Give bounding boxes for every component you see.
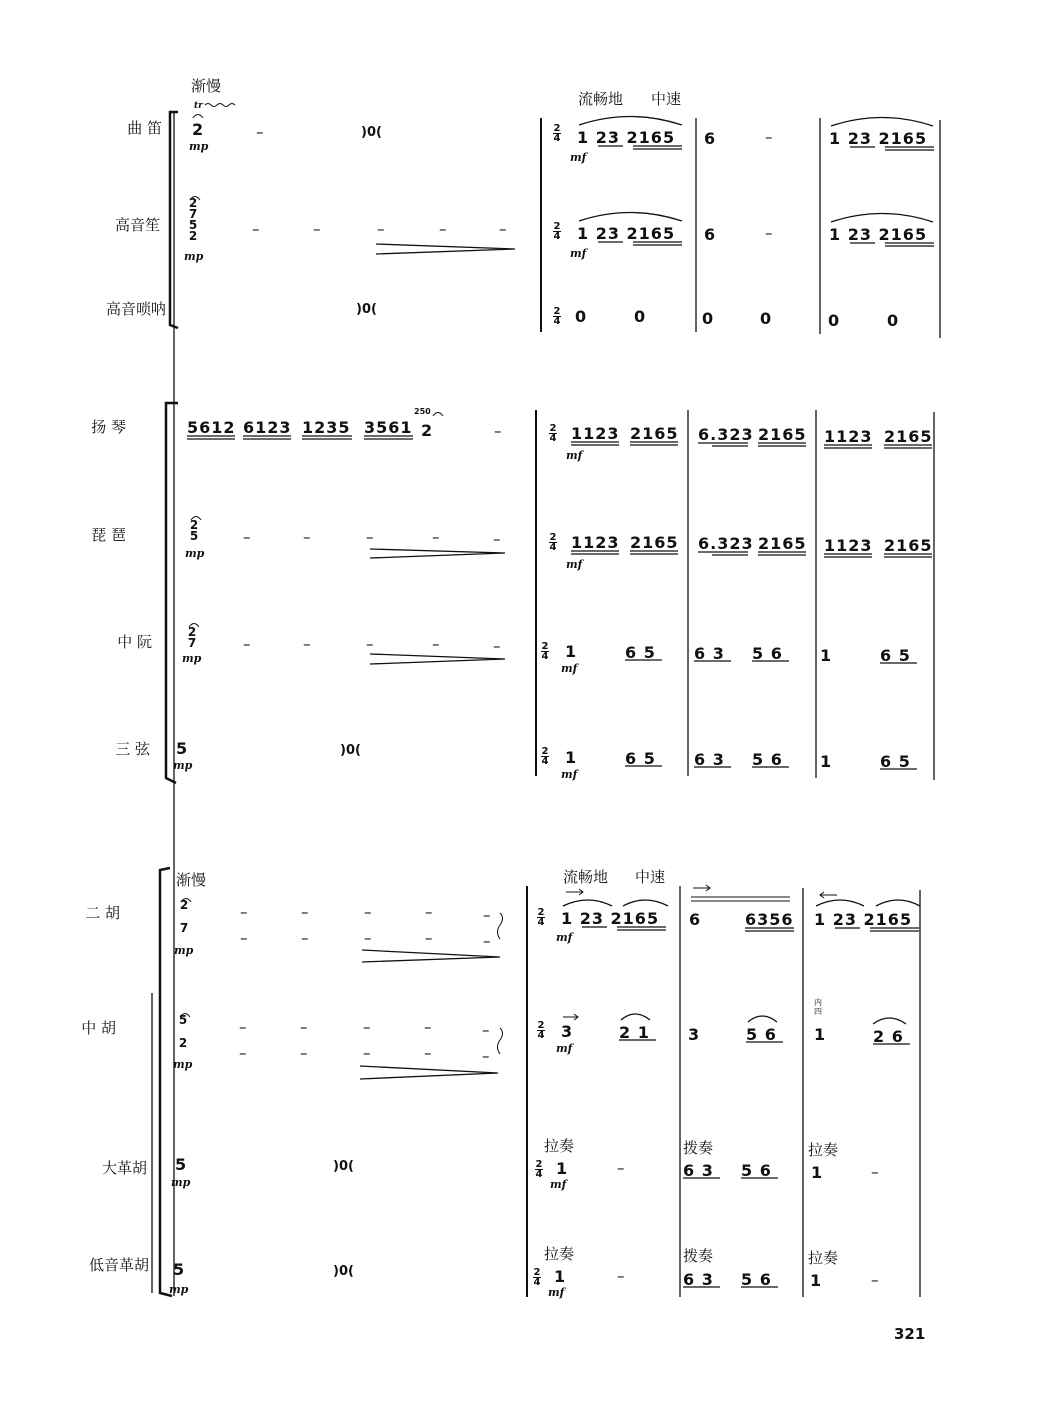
diyingehu-dyn-mp: mp: [169, 1283, 189, 1296]
sanxian-dyn-mf: mf: [561, 768, 578, 781]
pipa-timesig: 2 4: [549, 532, 557, 553]
instrument-dagehu: 大革胡: [101, 1159, 147, 1177]
erhu-bow-arrow-2: [693, 885, 710, 891]
sheng-dash-5: –: [499, 220, 507, 238]
zhonghu-dash-5: –: [482, 1021, 490, 1039]
sheng-hairpin: [376, 244, 515, 254]
erhu-dyn-mp: mp: [174, 944, 194, 957]
dagehu-m2-a: 6 3: [683, 1161, 714, 1180]
tempo-fluid-top: 流畅地: [578, 90, 624, 108]
erhu-m3-phrase: 1 23 2165: [814, 910, 913, 929]
zhongruan-timesig: 2 4: [541, 641, 549, 662]
sanxian-m3-a: 1: [820, 752, 833, 771]
erhu-dash-2: –: [301, 903, 309, 921]
zhonghu-m2-slur: [748, 1016, 777, 1022]
qudi-m1-phrase: 1 23 2165: [577, 128, 676, 147]
zhonghu-dash-4: –: [424, 1018, 432, 1036]
pipa-dyn-mf: mf: [566, 558, 583, 571]
instrument-diyingehu: 低音革胡: [88, 1256, 149, 1274]
dagehu-m1-dash: –: [617, 1159, 625, 1177]
erhu-dash-8: –: [364, 929, 372, 947]
erhu-bow-arrow-3: [820, 892, 837, 898]
trill-mark: tr: [194, 101, 203, 111]
zhonghu-m1-slur: [621, 1014, 650, 1020]
sanxian-m2-a: 6 3: [694, 750, 725, 769]
sanxian-m3-b: 6 5: [880, 752, 911, 771]
dagehu-dyn-mp: mp: [171, 1176, 191, 1189]
yangqin-intro-2: 6123: [243, 418, 292, 437]
erhu-hairpin: [362, 950, 500, 962]
zhonghu-dash-1: –: [239, 1018, 247, 1036]
zhonghu-hairpin: [360, 1066, 498, 1079]
erhu-m2-six: 6: [689, 910, 702, 929]
pipa-dash-3: –: [366, 528, 374, 546]
diyingehu-m1-dash: –: [617, 1267, 625, 1285]
instrument-zhonghu: 中 胡: [81, 1019, 116, 1037]
zhongruan-dyn-mf: mf: [561, 662, 578, 675]
suona-zero-6: 0: [887, 311, 900, 330]
zhonghu-m1-a: 3: [561, 1022, 574, 1041]
pipa-chord: 2 5: [189, 518, 199, 543]
sheng-m2-note: 6: [704, 225, 717, 244]
erhu-dash-10: –: [483, 932, 491, 950]
dagehu-rest-sign: )0(: [333, 1159, 354, 1174]
qudi-dash: –: [256, 123, 264, 141]
zhonghu-m2-b: 5 6: [746, 1025, 777, 1044]
tempo-moderato-bottom: 中速: [635, 868, 666, 886]
tempo-slowing-bottom: 渐慢: [176, 871, 207, 889]
zhonghu-timesig: 2 4: [537, 1020, 545, 1041]
zhongruan-m1-b: 6 5: [625, 643, 656, 662]
zhongruan-dash-3: –: [366, 635, 374, 653]
yangqin-intro-5: 2: [421, 421, 434, 440]
diyingehu-timesig: 2 4: [533, 1267, 541, 1288]
dagehu-arco-1: 拉奏: [544, 1137, 575, 1155]
zhonghu-dash-6: –: [239, 1044, 247, 1062]
erhu-m2-run: 6356: [745, 910, 794, 929]
zhongruan-m2-b: 5 6: [752, 644, 783, 663]
qudi-intro-note: 2: [192, 120, 205, 139]
sheng-timesig: 2 4: [553, 221, 561, 242]
erhu-dash-7: –: [301, 929, 309, 947]
dagehu-timesig: 2 4: [535, 1159, 543, 1180]
zhongruan-dash-5: –: [493, 637, 501, 655]
erhu-dash-6: –: [240, 929, 248, 947]
diyingehu-m3-a: 1: [810, 1271, 823, 1290]
qudi-m2-dash: –: [765, 128, 773, 146]
dagehu-m3-a: 1: [811, 1163, 824, 1182]
bowed-group-bracket: [160, 868, 172, 1296]
diyingehu-dyn-mf: mf: [548, 1286, 565, 1299]
yangqin-m2-a: 6.323: [698, 425, 754, 444]
zhonghu-dash-9: –: [424, 1044, 432, 1062]
tempo-slowing-top: 渐慢: [191, 77, 222, 95]
zhonghu-m2-a: 3: [688, 1025, 701, 1044]
instrument-erhu: 二 胡: [85, 904, 120, 922]
erhu-m3-slur-a: [816, 900, 864, 906]
instrument-zhongruan: 中 阮: [117, 633, 152, 651]
zhonghu-dash-10: –: [482, 1047, 490, 1065]
dagehu-pizz: 拨奏: [683, 1139, 714, 1157]
dagehu-m2-b: 5 6: [741, 1161, 772, 1180]
dagehu-intro-note: 5: [175, 1155, 188, 1174]
zhonghu-m3-b: 2 6: [873, 1027, 904, 1046]
zhongruan-dyn-mp: mp: [182, 652, 202, 665]
instrument-sheng: 高音笙: [114, 216, 160, 234]
yangqin-m2-b: 2165: [758, 425, 807, 444]
zhongruan-hairpin: [370, 654, 505, 664]
instrument-qudi: 曲 笛: [127, 119, 162, 137]
diyingehu-arco-1: 拉奏: [544, 1245, 575, 1263]
sheng-dash-4: –: [439, 220, 447, 238]
erhu-bow-arrow-1: [566, 889, 583, 895]
erhu-dash-5: –: [483, 906, 491, 924]
zhongruan-dash-2: –: [303, 635, 311, 653]
diyingehu-m3-dash: –: [871, 1271, 879, 1289]
sheng-dash-1: –: [252, 220, 260, 238]
yangqin-m3-b: 2165: [884, 427, 933, 446]
sheng-dyn-mf: mf: [570, 247, 587, 260]
suona-timesig: 2 4: [553, 306, 561, 327]
suona-zero-4: 0: [760, 309, 773, 328]
zhonghu-dash-7: –: [300, 1044, 308, 1062]
qudi-dyn-mp: mp: [189, 140, 209, 153]
pipa-dyn-mp: mp: [185, 547, 205, 560]
pipa-m2-a: 6.323: [698, 534, 754, 553]
sheng-m1-phrase: 1 23 2165: [577, 224, 676, 243]
yangqin-m3-a: 1123: [824, 427, 873, 446]
erhu-m1-slur-a: [563, 900, 612, 906]
qudi-m2-note: 6: [704, 129, 717, 148]
diyingehu-rest-sign: )0(: [333, 1264, 354, 1279]
sheng-m3-phrase: 1 23 2165: [829, 225, 928, 244]
sanxian-rest-sign: )0(: [340, 743, 361, 758]
trill-line: [205, 104, 235, 107]
suona-zero-5: 0: [828, 311, 841, 330]
erhu-chord: 2 7: [179, 898, 189, 935]
sanxian-m1-b: 6 5: [625, 749, 656, 768]
sheng-dash-3: –: [377, 220, 385, 238]
qudi-rest-sign: )0(: [361, 125, 382, 140]
zhongruan-m2-a: 6 3: [694, 644, 725, 663]
plucked-group-bracket: [166, 403, 178, 783]
instrument-yangqin: 扬 琴: [91, 418, 126, 436]
sheng-m3-slur: [831, 214, 933, 223]
zhongruan-m3-b: 6 5: [880, 646, 911, 665]
yangqin-intro-1: 5612: [187, 418, 236, 437]
dagehu-dyn-mf: mf: [550, 1178, 567, 1191]
erhu-dash-4: –: [425, 903, 433, 921]
zhongruan-dash-1: –: [243, 635, 251, 653]
zhonghu-dyn-mp: mp: [173, 1058, 193, 1071]
yangqin-m1-a: 1123: [571, 424, 620, 443]
pipa-dash-2: –: [303, 528, 311, 546]
dagehu-m1-a: 1: [556, 1159, 569, 1178]
zhongruan-chord: 2 7: [187, 625, 197, 650]
zhonghu-m3-a: 1: [814, 1025, 827, 1044]
erhu-m1-slur-b: [623, 900, 668, 906]
pipa-m3-a: 1123: [824, 536, 873, 555]
zhonghu-m3-slur: [873, 1018, 906, 1024]
erhu-end-brace: [498, 913, 503, 939]
pipa-m3-b: 2165: [884, 536, 933, 555]
diyingehu-pizz: 拨奏: [683, 1247, 714, 1265]
dagehu-arco-2: 拉奏: [808, 1141, 839, 1159]
zhonghu-bow-arrow: [563, 1014, 578, 1020]
diyingehu-m2-a: 6 3: [683, 1270, 714, 1289]
pipa-m2-b: 2165: [758, 534, 807, 553]
yangqin-timesig: 2 4: [549, 423, 557, 444]
zhonghu-chord: 5 2: [178, 1013, 188, 1050]
sanxian-intro-note: 5: [176, 739, 189, 758]
instrument-suona: 高音唢呐: [105, 300, 166, 318]
diyingehu-m1-a: 1: [554, 1267, 567, 1286]
suona-zero-3: 0: [702, 309, 715, 328]
zhongruan-m3-a: 1: [820, 646, 833, 665]
erhu-dash-9: –: [425, 929, 433, 947]
pipa-dash-4: –: [432, 528, 440, 546]
suona-zero-2: 0: [634, 307, 647, 326]
sanxian-dyn-mp: mp: [173, 759, 193, 772]
tempo-fluid-bottom: 流畅地: [563, 868, 609, 886]
sheng-dyn-mp: mp: [184, 250, 204, 263]
sheng-chord: 2 7 5 2: [188, 196, 198, 243]
qudi-timesig: 2 4: [553, 123, 561, 144]
pipa-hairpin: [370, 549, 505, 558]
zhonghu-dash-3: –: [363, 1018, 371, 1036]
zhonghu-dyn-mf: mf: [556, 1042, 573, 1055]
dagehu-m3-dash: –: [871, 1163, 879, 1181]
diyingehu-m2-b: 5 6: [741, 1270, 772, 1289]
pipa-m1-b: 2165: [630, 533, 679, 552]
erhu-m2-tie: [691, 897, 790, 901]
yangqin-m1-b: 2165: [630, 424, 679, 443]
instrument-pipa: 琵 琶: [91, 526, 126, 544]
diyingehu-intro-note: 5: [173, 1260, 186, 1279]
qudi-dyn-mf: mf: [570, 151, 587, 164]
sanxian-m1-a: 1: [565, 748, 578, 767]
zhongruan-m1-a: 1: [565, 642, 578, 661]
sheng-m1-slur: [579, 213, 682, 222]
zhonghu-dash-8: –: [363, 1044, 371, 1062]
sheng-m2-dash: –: [765, 224, 773, 242]
qudi-m3-phrase: 1 23 2165: [829, 129, 928, 148]
erhu-timesig: 2 4: [537, 907, 545, 928]
sheng-dash-2: –: [313, 220, 321, 238]
suona-zero-1: 0: [575, 307, 588, 326]
erhu-m1-phrase: 1 23 2165: [561, 909, 660, 928]
zhonghu-end-brace: [498, 1028, 503, 1054]
erhu-m3-slur-b: [876, 900, 920, 906]
erhu-dash-3: –: [364, 903, 372, 921]
suona-rest-sign: )0(: [356, 302, 377, 317]
zhonghu-neisi: 内四: [814, 998, 822, 1016]
pipa-dash-1: –: [243, 528, 251, 546]
tempo-moderato-top: 中速: [651, 90, 682, 108]
diyingehu-arco-2: 拉奏: [808, 1249, 839, 1267]
zhonghu-dash-2: –: [300, 1018, 308, 1036]
yangqin-intro-4: 3561: [364, 418, 413, 437]
sanxian-timesig: 2 4: [541, 746, 549, 767]
yangqin-dash: –: [494, 422, 502, 440]
yangqin-fingering: 250: [414, 407, 431, 416]
sanxian-m2-b: 5 6: [752, 750, 783, 769]
erhu-dash-1: –: [240, 903, 248, 921]
yangqin-dyn-mf: mf: [566, 449, 583, 462]
qudi-m1-slur: [579, 117, 682, 126]
zhonghu-m1-b: 2 1: [619, 1023, 650, 1042]
instrument-sanxian: 三 弦: [115, 740, 150, 758]
zhongruan-dash-4: –: [432, 635, 440, 653]
erhu-dyn-mf: mf: [556, 931, 573, 944]
qudi-m3-slur: [831, 118, 933, 127]
yangqin-intro-3: 1235: [302, 418, 351, 437]
page-number: 321: [894, 1325, 926, 1343]
pipa-dash-5: –: [493, 530, 501, 548]
pipa-m1-a: 1123: [571, 533, 620, 552]
